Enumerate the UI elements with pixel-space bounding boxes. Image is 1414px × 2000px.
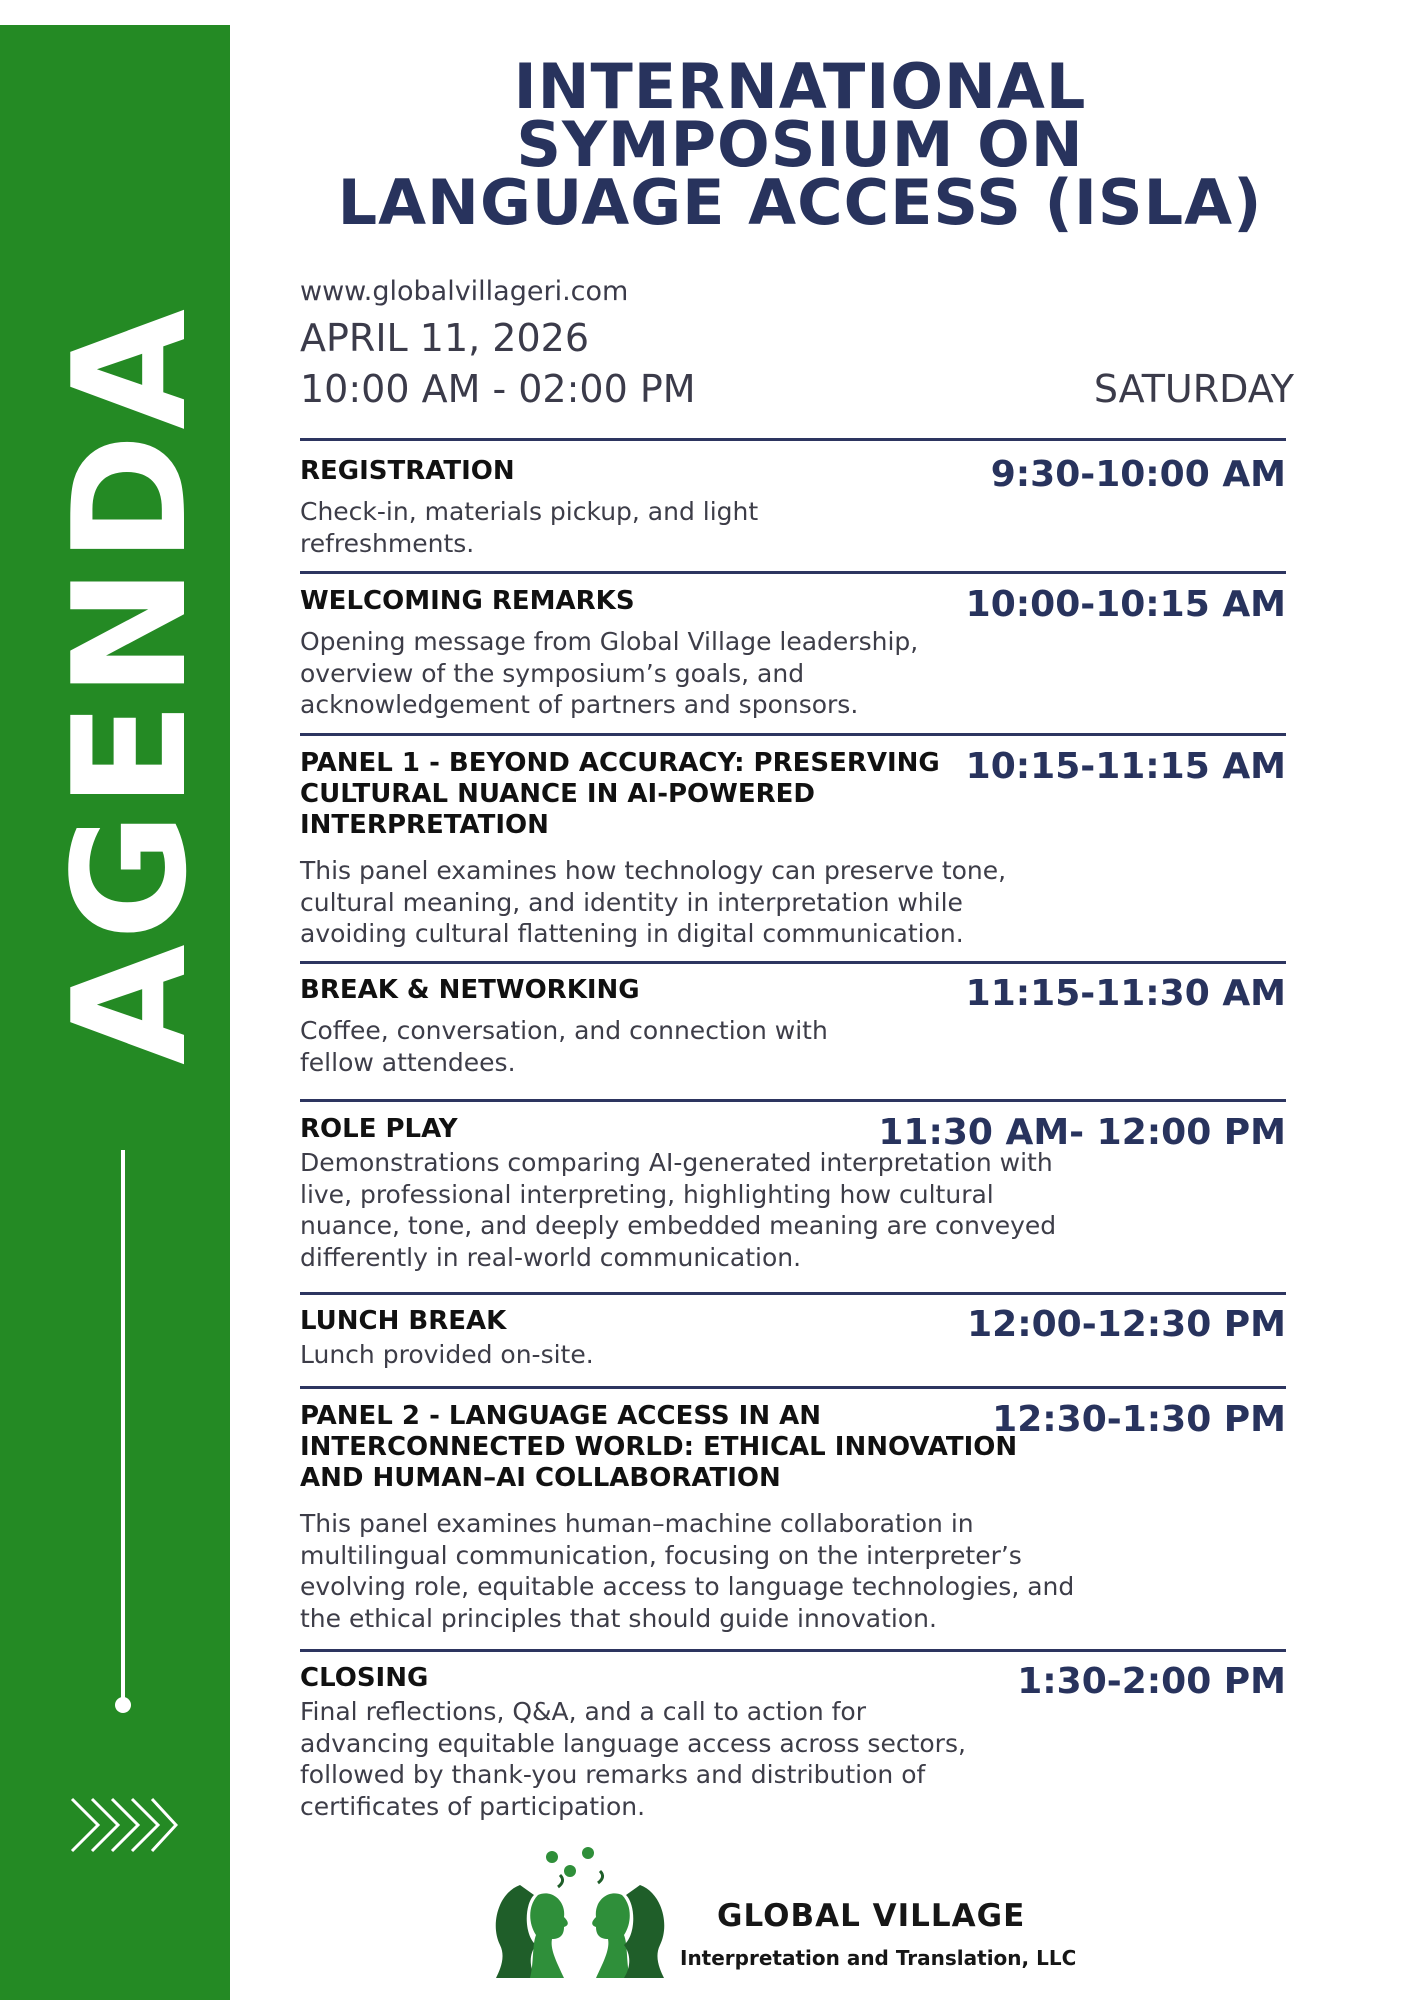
agenda-vertical-word: AGENDA — [39, 304, 221, 1066]
session-closing — [300, 1663, 1286, 1822]
session-break-networking — [300, 975, 1286, 1078]
divider — [300, 1386, 1286, 1389]
session-description: Check-in, materials pickup, and light refreshments. — [300, 497, 759, 558]
session-description: Final reflections, Q&A, and a call to action for advancing equitable language access across sectors, followed by thank-you remarks and distribution of certificates of participation. — [300, 1697, 966, 1821]
session-registration — [300, 456, 1286, 559]
session-panel-1 — [300, 748, 1286, 950]
session-title: LUNCH BREAK — [300, 1306, 507, 1336]
title-line-1: INTERNATIONAL — [513, 50, 1087, 123]
timeline-line — [121, 1150, 125, 1705]
session-time: 10:00-10:15 AM — [965, 584, 1286, 625]
session-role-play — [300, 1114, 1286, 1273]
session-title: PANEL 1 - BEYOND ACCURACY: PRESERVING CULTURAL NUANCE IN AI-POWERED INTERPRETATION — [300, 748, 940, 840]
divider — [300, 438, 1286, 441]
session-title: BREAK & NETWORKING — [300, 975, 640, 1005]
session-description: This panel examines human–machine collaboration in multilingual communication, focusing on the interpreter’s evolving role, equitable access to language technologies, and the ethical principles that should guide innovation. — [300, 1509, 1075, 1633]
divider — [300, 733, 1286, 736]
session-description: Lunch provided on-site. — [300, 1340, 594, 1369]
chevrons-right-icon — [68, 1795, 178, 1855]
session-time: 9:30-10:00 AM — [990, 454, 1286, 495]
session-title: WELCOMING REMARKS — [300, 586, 635, 616]
session-description: Demonstrations comparing AI-generated interpretation with live, professional interpreting, highlighting how cultural nuance, tone, and deeply embedded meaning are conveyed differently in real-world communication. — [300, 1148, 1057, 1272]
session-title: PANEL 2 - LANGUAGE ACCESS IN AN INTERCONNECTED WORLD: ETHICAL INNOVATION AND HUMAN–AI COLLABORATION — [300, 1401, 1018, 1493]
brand-name: GLOBAL VILLAGE — [717, 1898, 1026, 1934]
session-panel-2 — [300, 1401, 1286, 1634]
title-line-3: LANGUAGE ACCESS (ISLA) — [337, 166, 1263, 239]
session-time: 10:15-11:15 AM — [965, 746, 1286, 787]
session-title: REGISTRATION — [300, 456, 515, 486]
session-lunch-break — [300, 1306, 1286, 1371]
divider — [300, 1099, 1286, 1102]
divider — [300, 961, 1286, 964]
brand-tagline: Interpretation and Translation, LLC — [680, 1946, 1077, 1970]
sidebar-band — [0, 25, 230, 2000]
page-title — [300, 50, 1300, 239]
event-time: 10:00 AM - 02:00 PM — [300, 367, 696, 411]
session-description: Opening message from Global Village leadership, overview of the symposium’s goals, and acknowledgement of partners and sponsors. — [300, 627, 919, 719]
session-description: This panel examines how technology can preserve tone, cultural meaning, and identity in interpretation while avoiding cultural flattening in digital communication. — [300, 856, 1007, 948]
event-day: SATURDAY — [1093, 367, 1294, 411]
session-time: 12:00-12:30 PM — [967, 1304, 1286, 1345]
session-welcoming-remarks — [300, 586, 1286, 721]
divider — [300, 1292, 1286, 1295]
session-description: Coffee, conversation, and connection with fellow attendees. — [300, 1016, 828, 1077]
session-time: 11:30 AM- 12:00 PM — [878, 1112, 1286, 1153]
website-link[interactable]: www.globalvillageri.com — [300, 276, 629, 307]
divider — [300, 1649, 1286, 1652]
session-title: CLOSING — [300, 1663, 429, 1693]
session-time: 1:30-2:00 PM — [1017, 1661, 1286, 1702]
session-time: 11:15-11:30 AM — [965, 973, 1286, 1014]
timeline-dot — [115, 1697, 131, 1713]
title-line-2: SYMPOSIUM ON — [516, 108, 1084, 181]
people-speech-bubbles-logo — [490, 1845, 670, 1980]
event-date: APRIL 11, 2026 — [300, 316, 589, 360]
session-time: 12:30-1:30 PM — [992, 1399, 1286, 1440]
session-title: ROLE PLAY — [300, 1114, 458, 1144]
divider — [300, 571, 1286, 574]
